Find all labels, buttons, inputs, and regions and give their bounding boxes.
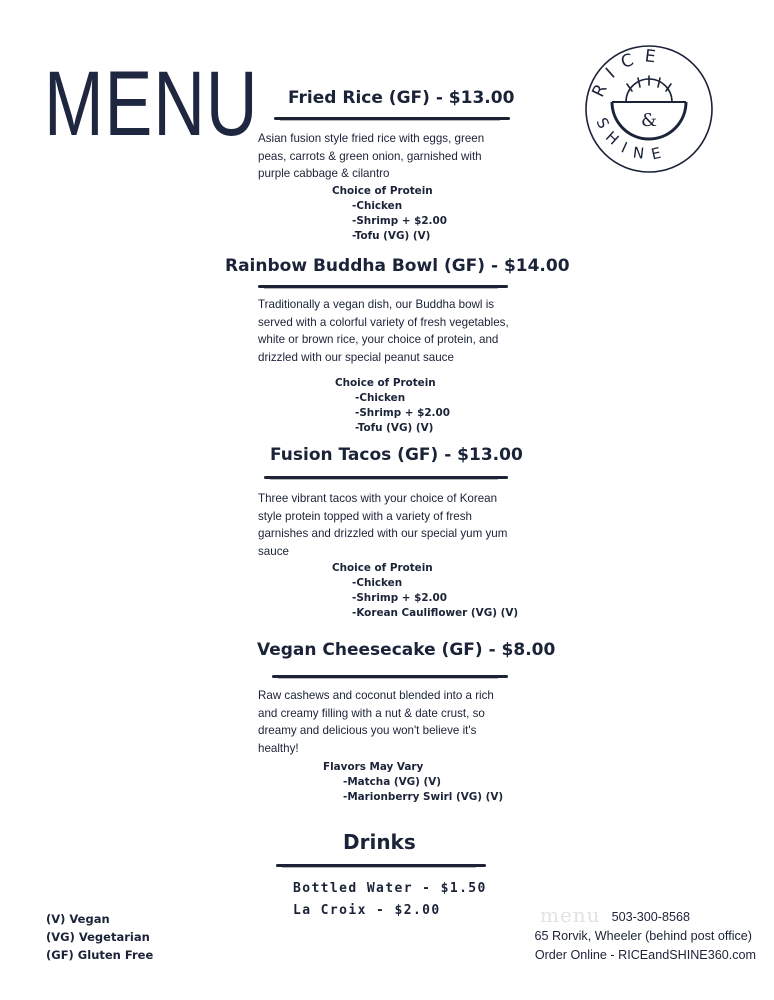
choice-title: Flavors May Vary xyxy=(323,761,424,773)
watermark: menu xyxy=(540,903,601,927)
choice-title: Choice of Protein xyxy=(332,185,433,197)
legend-item: (V) Vegan xyxy=(46,912,110,926)
flavor-choices xyxy=(323,760,503,805)
choice-option: -Marionberry Swirl (VG) (V) xyxy=(343,791,504,803)
choice-option: -Shrimp + $2.00 xyxy=(352,215,447,227)
item-description: Raw cashews and coconut blended into a rich and creamy filling with a nut & date crust, so dreamy and delicious you won't believe it's healthy! xyxy=(258,689,494,755)
drinks-heading: Drinks xyxy=(343,830,416,854)
drink-item: La Croix - $2.00 xyxy=(293,903,441,918)
choice-option: -Chicken xyxy=(352,200,403,212)
item-heading-fried-rice: Fried Rice (GF) - $13.00 xyxy=(288,88,515,108)
logo-bottom-text: SHINE xyxy=(592,114,672,164)
item-heading-fusion-tacos: Fusion Tacos (GF) - $13.00 xyxy=(270,445,523,465)
choice-option: -Korean Cauliflower (VG) (V) xyxy=(352,607,519,619)
phone-number: 503-300-8568 xyxy=(611,910,690,924)
protein-choices xyxy=(332,184,447,244)
item-description: Three vibrant tacos with your choice of Korean style protein topped with a variety of fresh garnishes and drizzled with our special yum yum sauce xyxy=(258,492,508,558)
choice-option: -Chicken xyxy=(352,577,403,589)
item-description: Traditionally a vegan dish, our Buddha bowl is served with a colorful variety of fresh vegetables, white or brown rice, your choice of protein, and drizzled with our special peanut sauce xyxy=(258,298,509,364)
item-heading-buddha-bowl: Rainbow Buddha Bowl (GF) - $14.00 xyxy=(225,256,570,276)
choice-option: -Shrimp + $2.00 xyxy=(352,592,447,604)
divider xyxy=(264,476,508,479)
rice-and-shine-logo xyxy=(580,40,718,178)
logo-top-text: RICE xyxy=(588,46,667,101)
choice-title: Choice of Protein xyxy=(335,377,436,389)
divider xyxy=(272,675,508,678)
item-heading-vegan-cheesecake: Vegan Cheesecake (GF) - $8.00 xyxy=(257,640,556,660)
choice-option: -Shrimp + $2.00 xyxy=(355,407,450,419)
choice-option: -Tofu (VG) (V) xyxy=(352,230,431,242)
legend-item: (VG) Vegetarian xyxy=(46,930,150,944)
legend-item: (GF) Gluten Free xyxy=(46,948,154,962)
protein-choices xyxy=(332,561,518,621)
contact-info xyxy=(535,908,756,965)
address: 65 Rorvik, Wheeler (behind post office) xyxy=(534,929,752,943)
order-online-link[interactable]: Order Online - RICEandSHINE360.com xyxy=(534,948,756,962)
divider xyxy=(276,864,486,867)
item-description: Asian fusion style fried rice with eggs, green peas, carrots & green onion, garnished with purple cabbage & cilantro xyxy=(258,132,485,180)
protein-choices xyxy=(335,376,450,436)
divider xyxy=(258,285,508,288)
dietary-legend xyxy=(46,910,153,964)
logo-ampersand: & xyxy=(640,110,658,131)
choice-option: -Tofu (VG) (V) xyxy=(355,422,434,434)
choice-option: -Chicken xyxy=(355,392,406,404)
choice-option: -Matcha (VG) (V) xyxy=(343,776,442,788)
drink-item: Bottled Water - $1.50 xyxy=(293,881,487,896)
choice-title: Choice of Protein xyxy=(332,562,433,574)
divider xyxy=(274,117,510,120)
page-title: MENU xyxy=(44,53,259,155)
